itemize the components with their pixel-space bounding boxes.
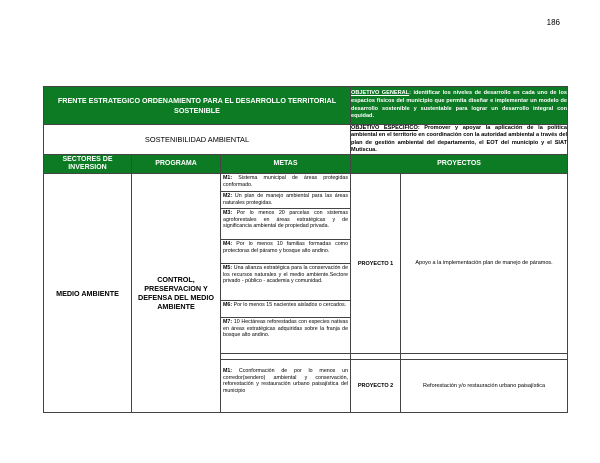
meta-m5-code: M5: — [223, 265, 233, 272]
planning-table — [43, 86, 568, 413]
meta-m4 — [221, 240, 350, 264]
metas-group-1 — [221, 174, 351, 354]
meta-m4-code: M4: — [223, 241, 233, 248]
programa-control: CONTROL, PRESERVACION Y DEFENSA DEL MEDIO AMBIENTE — [132, 174, 221, 413]
meta-proyecto2-m1-code: M1: — [223, 368, 233, 375]
metas-group-2 — [221, 360, 351, 413]
header-metas: METAS — [221, 155, 351, 174]
frente-estrategico-title: FRENTE ESTRATEGICO ORDENAMIENTO PARA EL DESARROLLO TERRITORIAL SOSTENIBLE — [44, 87, 351, 125]
meta-m7-code: M7: — [223, 319, 233, 326]
meta-m2 — [221, 192, 350, 209]
meta-m5-text: Una alianza estratégica para la conservación de los recursos naturales y el medio ambiente.Sectore privado - público - academia y comunidad. — [223, 265, 349, 285]
objetivo-general — [351, 87, 568, 125]
header-programa: PROGRAMA — [132, 155, 221, 174]
meta-m6 — [221, 301, 350, 318]
proyecto-2-description: Reforestación y/o restauración urbano paisajística — [401, 360, 568, 413]
proyecto-2-label: PROYECTO 2 — [351, 360, 401, 413]
meta-m6-code: M6: — [223, 302, 233, 309]
meta-m7-text: 10 Hectáreas reforestadas con especies nativas en áreas estratégicas adquiridas sobre la franja de bosque alto andino. — [223, 319, 349, 339]
objetivo-especifico-text: : Promover y apoyar la aplicación de la política ambiental en el territorio en coordinación con la autoridad ambiental a través del plan de gestión ambiental del departamento, el EOT del municipio y el SIAT Mutiscua. — [351, 125, 568, 153]
meta-m3 — [221, 209, 350, 240]
sostenibilidad-title: SOSTENIBILIDAD AMBIENTAL — [44, 125, 351, 155]
meta-m3-text: Por lo menos 20 parcelas con sistemas agroforestales en áreas estratégicas y de significancia ambiental de propiedad privada. — [223, 210, 349, 230]
objetivo-general-text: : identificar los niveles de desarrollo en cada uno de los espacios físicos del municipio que permita diseñar e implementar un modelo de desarrollo sostenible y sustentable para lograr un desarrollo integral con equidad. — [351, 90, 568, 120]
meta-m2-code: M2: — [223, 193, 233, 200]
proyecto-1-description: Apoyo a la implementación plan de manejo de páramos. — [401, 174, 568, 354]
objetivo-general-label: OBJETIVO GENERAL — [351, 90, 410, 97]
meta-m7 — [221, 318, 350, 353]
meta-m1-code: M1: — [223, 175, 233, 182]
meta-proyecto2-m1 — [221, 360, 350, 412]
objetivo-especifico — [351, 125, 568, 155]
meta-m1 — [221, 174, 350, 192]
header-sectores: SECTORES DE INVERSION — [44, 155, 132, 174]
meta-m5 — [221, 264, 350, 301]
meta-m4-text: Por lo menos 10 familias formadas como protectoras del páramo y bosque alto andino. — [223, 241, 349, 254]
proyecto-1-label: PROYECTO 1 — [351, 174, 401, 354]
meta-m1-text: Sistema municipal de áreas protegidas conformado. — [223, 175, 349, 188]
sector-medio-ambiente: MEDIO AMBIENTE — [44, 174, 132, 413]
meta-m3-code: M3: — [223, 210, 233, 217]
meta-m2-text: Un plan de manejo ambiental para las áreas naturales protegidas. — [223, 193, 349, 206]
page-number: 186 — [546, 18, 560, 27]
meta-proyecto2-m1-text: Cconformación de por lo menos un corredor(sendero) ambiental y conservación, reforestación y restauración urbano paisajística del municipio — [223, 368, 349, 394]
header-proyectos: PROYECTOS — [351, 155, 568, 174]
objetivo-especifico-label: OBJETIVO ESPECIFICO — [351, 125, 418, 131]
meta-m6-text: Por lo menos 15 nacientes aislados o cercados. — [232, 302, 347, 309]
